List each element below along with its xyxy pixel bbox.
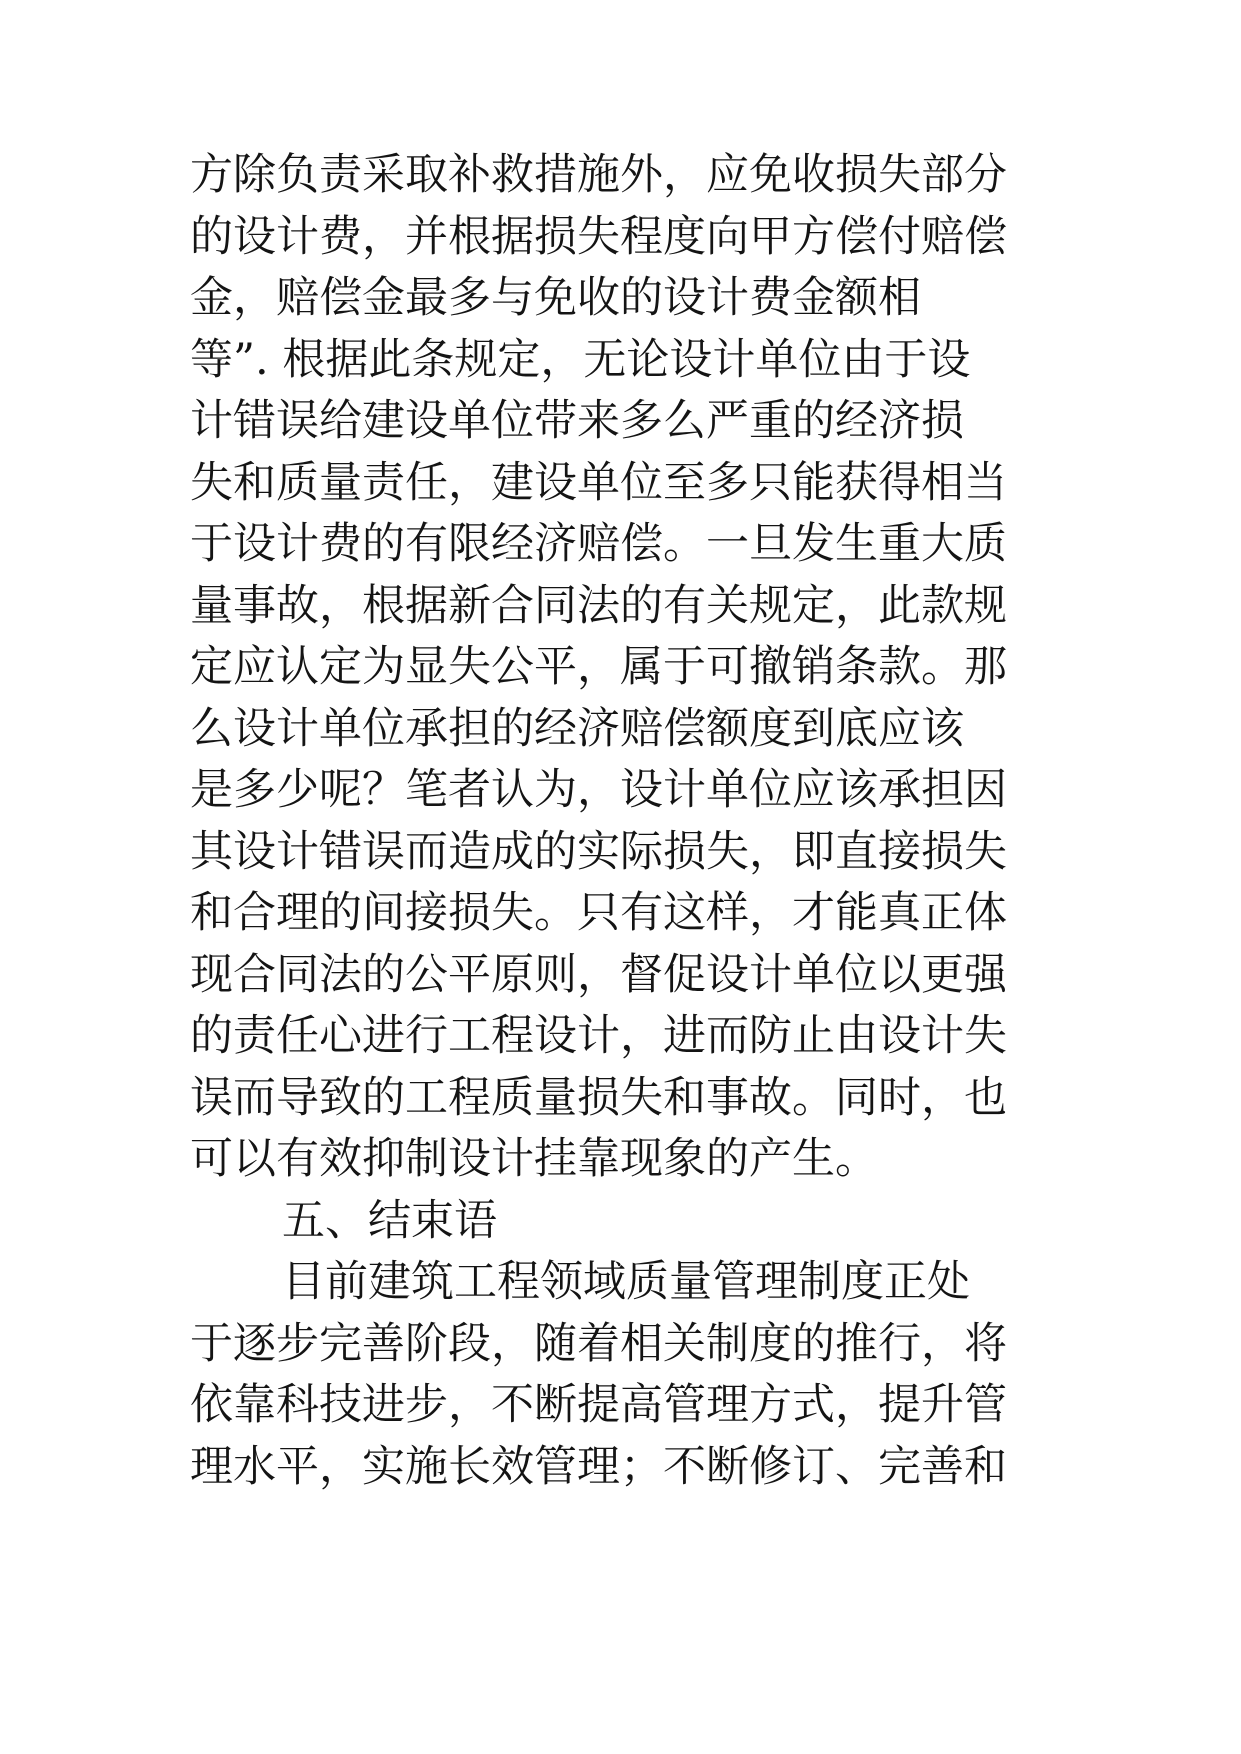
text-line: 失和质量责任，建设单位至多只能获得相当 — [190, 457, 1007, 508]
text-line: 么设计单位承担的经济赔偿额度到底应该 — [190, 703, 964, 754]
text-line: 的责任心进行工程设计，进而防止由设计失 — [190, 1011, 1007, 1061]
text-line: 金，赔偿金最多与免收的设计费金额相 — [190, 273, 921, 323]
text-line: 现合同法的公平原则，督促设计单位以更强 — [190, 949, 1007, 1000]
text-line: 定应认定为显失公平，属于可撤销条款。那 — [190, 642, 1007, 692]
text-line: 计错误给建设单位带来多么严重的经济损 — [190, 396, 964, 446]
section-heading: 五、结束语 — [282, 1195, 497, 1246]
text-line: 其设计错误而造成的实际损失，即直接损失 — [190, 826, 1007, 877]
text-line: 量事故，根据新合同法的有关规定，此款规 — [190, 580, 1007, 631]
text-line: 方除负责采取补救措施外，应免收损失部分 — [190, 150, 1007, 200]
text-line: 于设计费的有限经济赔偿。一旦发生重大质 — [190, 519, 1007, 569]
text-line: 的设计费，并根据损失程度向甲方偿付赔偿 — [190, 211, 1007, 262]
text-line: 误而导致的工程质量损失和事故。同时，也 — [190, 1072, 1007, 1123]
text-line: 等”. 根据此条规定，无论设计单位由于设 — [190, 334, 971, 385]
paragraph-start-line: 目前建筑工程领域质量管理制度正处 — [282, 1257, 970, 1307]
text-line: 可以有效抑制设计挂靠现象的产生。 — [190, 1134, 878, 1184]
text-line: 于逐步完善阶段，随着相关制度的推行，将 — [190, 1318, 1007, 1369]
text-line: 是多少呢？笔者认为，设计单位应该承担因 — [190, 765, 1007, 815]
text-line: 和合理的间接损失。只有这样，才能真正体 — [190, 888, 1007, 938]
text-line: 理水平，实施长效管理；不断修订、完善和 — [190, 1441, 1007, 1492]
text-line: 依靠科技进步，不断提高管理方式，提升管 — [190, 1380, 1007, 1430]
body-text — [190, 145, 1070, 1498]
